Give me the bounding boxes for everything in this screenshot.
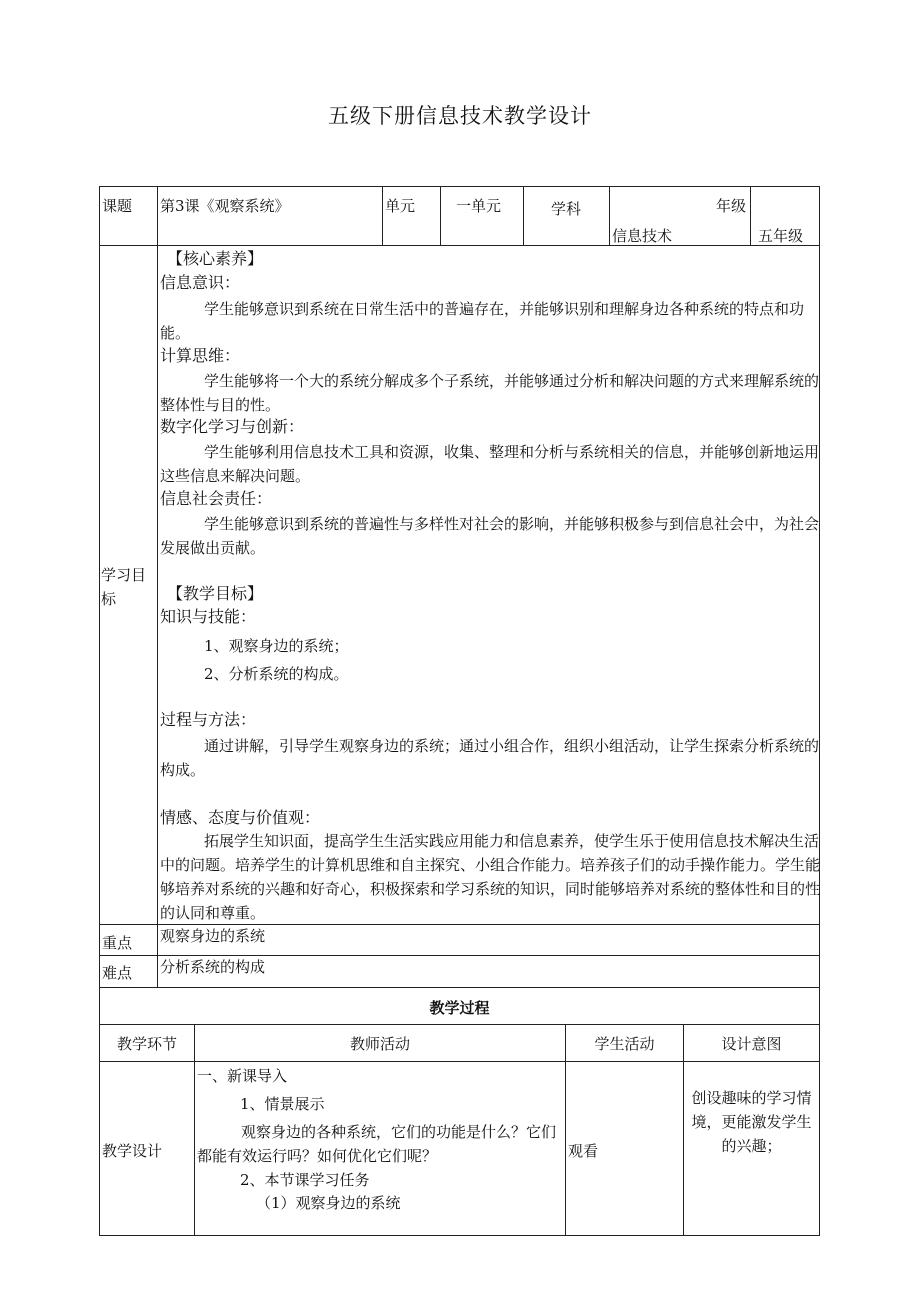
- col-student-header: 学生活动: [594, 1035, 655, 1053]
- attitude-values-title: 情感、态度与价值观：: [160, 808, 321, 827]
- document-title: 五级下册信息技术教学设计: [328, 104, 592, 128]
- attitude-values-text: 拓展学生知识面，提高学生生活实践应用能力和信息素养，使学生乐于使用信息技术解决生活中的问题。培养学生的计算机思维和自主探究、小组合作能力。培养孩子们的动手操作能力。学生能够培养对系统的兴趣和好奇心，积极探索和学习系统的知识，同时能够培养对系统的整体性和目的性的认同和尊重。: [160, 832, 821, 922]
- teacher-step-3: 观察身边的各种系统，它们的功能是什么？它们都能有效运行吗？如何优化它们呢？: [197, 1123, 557, 1165]
- teacher-step-1: 一、新课导入: [197, 1067, 288, 1085]
- core-literacy-header: 【核心素养】: [167, 249, 264, 268]
- info-awareness-title: 信息意识：: [160, 273, 241, 292]
- teaching-goals-header: 【教学目标】: [167, 584, 264, 603]
- topic-label: 课题: [102, 197, 133, 215]
- cell-topic-value: [157, 186, 383, 246]
- cell-unit-label: [382, 186, 441, 246]
- knowledge-item-2: 2、分析系统的构成。: [204, 665, 349, 683]
- teacher-step-5: （1）观察身边的系统: [256, 1194, 401, 1212]
- design-intent: 创设趣味的学习情境，更能激发学生的兴趣；: [691, 1089, 812, 1155]
- digital-learning-text: 学生能够利用信息技术工具和资源，收集、整理和分析与系统相关的信息，并能够创新地运用这些信息来解决问题。: [160, 443, 820, 485]
- objectives-label: 学习目标: [101, 566, 147, 608]
- topic-value: 第3课《观察系统》: [160, 197, 290, 215]
- col-teacher-header: 教师活动: [349, 1035, 410, 1053]
- process-method-title: 过程与方法：: [160, 710, 257, 729]
- computational-thinking-title: 计算思维：: [160, 346, 241, 365]
- difficulty-label: 难点: [102, 964, 133, 982]
- col-intent-header: 设计意图: [721, 1035, 782, 1053]
- process-method-text: 通过讲解，引导学生观察身边的系统；通过小组合作，组织小组活动，让学生探索分析系统的构成。: [160, 737, 820, 779]
- key-point-value: 观察身边的系统: [160, 927, 266, 945]
- cell-unit-value: [440, 186, 524, 246]
- social-responsibility-title: 信息社会责任：: [160, 489, 273, 508]
- grade-value: 五年级: [758, 227, 804, 245]
- key-point-label: 重点: [102, 934, 133, 952]
- knowledge-item-1: 1、观察身边的系统；: [204, 637, 349, 655]
- knowledge-skills-title: 知识与技能：: [160, 607, 257, 626]
- difficulty-value: 分析系统的构成: [160, 958, 266, 976]
- computational-thinking-text: 学生能够将一个大的系统分解成多个子系统，并能够通过分析和解决问题的方式来理解系统的整体性与目的性。: [160, 372, 820, 414]
- stage-value: 教学设计: [102, 1142, 163, 1160]
- cell-topic-label: [99, 186, 158, 246]
- subject-label: 学科: [551, 200, 582, 218]
- col-stage-header: 教学环节: [116, 1035, 177, 1053]
- subject-value: 信息技术: [612, 227, 673, 245]
- teacher-step-2: 1、情景展示: [240, 1095, 325, 1113]
- teacher-step-4: 2、本节课学习任务: [240, 1171, 370, 1189]
- process-header: 教学过程: [429, 999, 490, 1017]
- student-activity: 观看: [568, 1142, 599, 1160]
- unit-label: 单元: [385, 197, 416, 215]
- digital-learning-title: 数字化学习与创新：: [160, 417, 305, 436]
- grade-label: 年级: [716, 197, 747, 215]
- unit-value: 一单元: [456, 197, 502, 215]
- social-responsibility-text: 学生能够意识到系统的普遍性与多样性对社会的影响，并能够积极参与到信息社会中，为社会发展做出贡献。: [160, 515, 820, 557]
- info-awareness-text: 学生能够意识到系统在日常生活中的普遍存在，并能够识别和理解身边各种系统的特点和功能。: [160, 300, 805, 342]
